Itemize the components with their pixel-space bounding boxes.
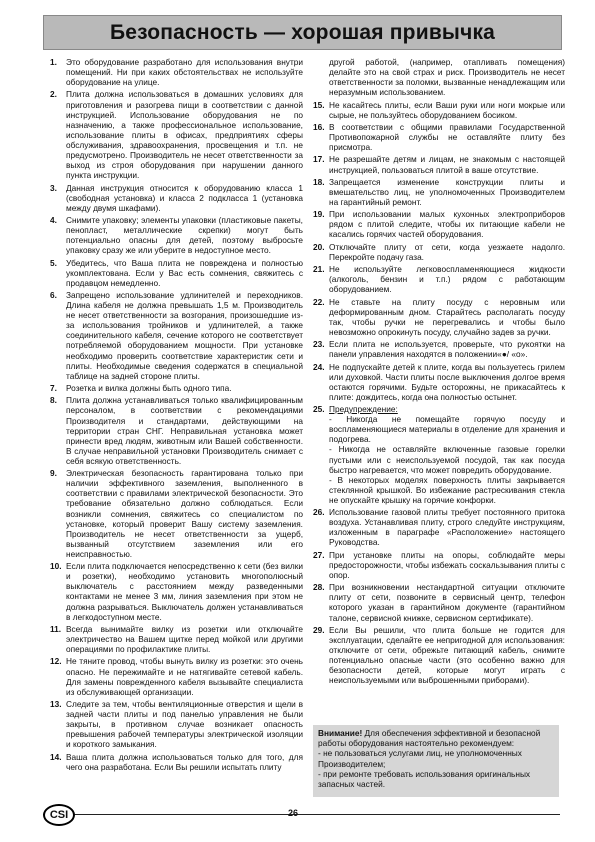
list-item xyxy=(313,122,565,152)
item-number: 28. xyxy=(313,582,325,593)
page-number: 26 xyxy=(288,808,299,818)
item-number: 3. xyxy=(50,182,57,193)
list-item xyxy=(313,57,565,97)
item-number: 24. xyxy=(313,361,325,372)
item-text: Запрещено использование удлинителей и переходников. Длина кабеля не должна превышать 1,5 м. Производитель не несет ответственности за возгорания, произошедшие из-за использования тройников и удлинителей, а также соединительного кабеля, сечение которого не соответствует потребляемой оборудованием мощности. При установке необходимо проверить соответствие характеристик сети и плиты. Необходимые сведения содержатся в специальной таблице на задней стороне плиты. xyxy=(66,290,303,381)
list-item xyxy=(313,209,565,239)
item-subpoint: - Никогда не помещайте горячую посуду и воспламеняющиеся материалы в отделение для хранения и подогрева. xyxy=(329,414,565,445)
left-column xyxy=(50,57,303,774)
item-number: 10. xyxy=(50,561,62,572)
item-number xyxy=(313,57,329,97)
item-text: Запрещается изменение конструкции плиты и вмешательство лиц, не уполномоченных Производителем на гарантийный ремонт. xyxy=(329,176,565,207)
list-item xyxy=(313,507,565,547)
list-item xyxy=(50,57,303,87)
item-text: Не тяните провод, чтобы вынуть вилку из розетки: это очень опасно. Не пережимайте и не натягивайте сетевой кабель. Для замены поврежденного кабеля вызывайте специалиста из обслуживающей организации. xyxy=(66,656,303,697)
item-number: 12. xyxy=(50,656,62,667)
item-text: Не подпускайте детей к плите, когда вы пользуетесь грилем или духовкой. Части плиты после выключения долгое время остаются горячими. Будьте осторожны, не прикасайтесь к плите: дождитесь, когда она полностью остынет. xyxy=(329,361,565,402)
item-subpoint: - В некоторых моделях поверхность плиты закрывается стеклянной крышкой. Во избежание растрескивания стекла не опускайте крышку на горячие конфорки. xyxy=(329,474,565,505)
item-number: 4. xyxy=(50,214,57,225)
warning-note-line-2: - при ремонте требовать использования оригинальных запасных частей. xyxy=(318,768,531,790)
list-item xyxy=(50,699,303,749)
list-item xyxy=(50,183,303,213)
list-item xyxy=(50,561,303,622)
list-item xyxy=(50,395,303,466)
list-item xyxy=(313,550,565,580)
list-item xyxy=(50,258,303,288)
item-text: Это оборудование разработано для использования внутри помещений. Ни при каких обстоятельствах не используйте оборудование на улице. xyxy=(66,57,303,88)
item-text: Ваша плита должна использоваться только для того, для чего она разработана. Если Вы решили испытать плиту xyxy=(66,751,303,772)
list-item xyxy=(313,362,565,402)
item-number: 17. xyxy=(313,154,325,165)
item-number: 6. xyxy=(50,290,57,300)
list-item xyxy=(50,290,303,381)
list-item xyxy=(50,215,303,255)
item-text: другой работой, (например, отапливать помещения) делайте это на свой страх и риск. Производитель не несет ответственности за поломки, вызванные ненадлежащим или неразумным использованием. xyxy=(329,57,565,98)
item-number: 27. xyxy=(313,549,325,560)
list-item xyxy=(313,582,565,622)
list-item xyxy=(50,752,303,772)
item-number: 5. xyxy=(50,257,57,268)
list-item xyxy=(50,468,303,559)
item-number: 29. xyxy=(313,624,325,635)
item-text: Плита должна устанавливаться только квалифицированным персоналом, в соответствии с рекомендациями Производителя и стандартами, действующими на территории стран СНГ. Неправильная установка может принести вред людям, животным или Вашей собственности. В случае неправильной установки Производитель снимает с себя всякую ответственность. xyxy=(66,395,303,466)
item-number: 15. xyxy=(313,99,325,110)
list-item xyxy=(50,624,303,654)
item-text: Следите за тем, чтобы вентиляционные отверстия и щели в задней части плиты и под панелью управления не были закрыты, в противном случае возникает опасность превышения рабочей температуры электрической изоляции и короткого замыкания. xyxy=(66,698,303,750)
warning-note xyxy=(313,725,559,797)
item-text: Не используйте легковоспламеняющиеся жидкости (алкоголь, бензин и т.п.) рядом с работающим оборудованием. xyxy=(329,264,565,295)
item-text: Снимите упаковку; элементы упаковки (пластиковые пакеты, пенопласт, металлические скрепки) могут быть потенциально опасны для детей, поэтому выбросьте упаковку сразу же или уберите в недоступное место. xyxy=(66,214,303,256)
item-text: При возникновении нестандартной ситуации отключите плиту от сети, позвоните в сервисный центр, телефон которого указан в гарантийном документе (гарантийном талоне, сервисной книжке, сервисном сертификате). xyxy=(329,582,565,623)
footer-rule xyxy=(43,814,560,815)
item-number: 8. xyxy=(50,395,57,406)
warning-note-intro xyxy=(318,728,554,748)
list-item xyxy=(313,625,565,686)
item-text: Розетка и вилка должны быть одного типа. xyxy=(66,383,232,394)
item-text: Если плита не используется, проверьте, что рукоятки на панели управления находятся в положении«●/ «о». xyxy=(329,339,565,360)
item-text: Не ставьте на плиту посуду с неровным или деформированным дном. Старайтесь располагать посуду так, чтобы ручки не перегревались и чтобы было невозможно опрокинуть посуду, случайно задев за ручки. xyxy=(329,296,565,337)
item-text: Данная инструкция относится к оборудованию класса 1 (свободная установка) и класса 2 подкласса 1 (установка между двумя шкафами). xyxy=(66,182,303,213)
item-number: 23. xyxy=(313,339,325,350)
item-text: При использовании малых кухонных электроприборов рядом с плитой следите, чтобы их питающие кабели не касались горячих частей оборудования. xyxy=(329,209,565,240)
item-text: Не касайтесь плиты, если Ваши руки или ноги мокрые или сырые, не пользуйтесь оборудованием босиком. xyxy=(329,99,565,120)
item-text: Не разрешайте детям и лицам, не знакомым с настоящей инструкцией, пользоваться плитой в ваше отсутствие. xyxy=(329,154,565,175)
warning-note-text: Для обеспечения эффективной и безопасной работы оборудования настоятельно рекомендуем: xyxy=(318,728,541,749)
list-item xyxy=(50,89,303,180)
item-number: 25. xyxy=(313,404,325,415)
page-title: Безопасность — хорошая привычка xyxy=(43,15,562,50)
list-item xyxy=(313,339,565,359)
warning-note-line-1: - не пользоваться услугами лиц, не уполномоченных Производителем; xyxy=(318,748,522,769)
item-number: 18. xyxy=(313,176,325,187)
warning-note-lead: Внимание! xyxy=(318,728,363,738)
item-text: Электрическая безопасность гарантирована только при наличии эффективного заземления, выполненного в соответствии с правилами электрической безопасности. Это требование обязательно должно соблюдаться. Если возникли сомнения, свяжитесь со специалистом по установке, который проверит Вашу систему заземления. Производитель не несет ответственности за ущерб, вызванный отсутствием заземления или его неисправностью. xyxy=(66,468,303,559)
item-heading: Предупреждение: xyxy=(329,404,398,415)
list-item xyxy=(313,154,565,174)
right-column xyxy=(313,57,565,688)
item-number: 7. xyxy=(50,383,57,394)
item-number: 26. xyxy=(313,507,325,518)
list-item xyxy=(50,383,303,393)
item-text: Если плита подключается непосредственно к сети (без вилки и розетки), необходимо установить многополюсный выключатель с расстоянием между разведенными контактами не менее 3 мм, линия заземления при этом не должна разрываться. Выключатель должен устанавливаться в легкодоступном месте. xyxy=(66,561,303,622)
list-item xyxy=(313,242,565,262)
list-item xyxy=(313,264,565,294)
item-text: Если Вы решили, что плита больше не годится для эксплуатации, сделайте ее непригодной для использования: отключите от сети, обрежьте питающий кабель, снимите потенциально опасные части (это особенно важно для безопасности детей, которые могут играть с неиспользуемыми или выброшенными приборами). xyxy=(329,624,565,686)
item-number: 20. xyxy=(313,241,325,252)
list-item xyxy=(50,656,303,696)
list-item xyxy=(313,297,565,337)
item-text: Всегда вынимайте вилку из розетки или отключайте электричество на Вашем щитке перед мойкой или другими операциями по профилактике плиты. xyxy=(66,623,303,655)
item-number: 13. xyxy=(50,698,62,709)
item-number: 9. xyxy=(50,468,57,479)
item-number: 1. xyxy=(50,57,57,67)
item-number: 21. xyxy=(313,264,325,275)
item-number: 11. xyxy=(50,623,62,634)
list-item xyxy=(313,177,565,207)
list-item xyxy=(313,100,565,120)
item-text xyxy=(329,404,565,505)
csi-logo: CSI xyxy=(43,804,75,826)
item-number: 14. xyxy=(50,751,62,762)
item-number: 16. xyxy=(313,121,325,132)
item-number: 19. xyxy=(313,209,325,220)
item-text: Плита должна использоваться в домашних условиях для приготовления и разогрева пищи в соответствии с данной инструкцией. Использование оборудования не по назначению, а также профессиональное использование, использование плиты в офисах, предприятиях сферы обслуживания, здравоохранения, просвещения и т.п. не предусмотрено. Производитель не несет ответственности за выход из строя оборудования при нарушении данного пункта инструкции. xyxy=(66,89,303,181)
item-text: При установке плиты на опоры, соблюдайте меры предосторожности, чтобы избежать соскальзывания плиты с опор. xyxy=(329,549,565,580)
item-text: Отключайте плиту от сети, когда уезжаете надолго. Перекройте подачу газа. xyxy=(329,241,565,262)
item-text: В соответствии с общими правилами Государственной Противопожарной службы не оставляйте плиту без присмотра. xyxy=(329,121,565,153)
item-subpoint: - Никогда не оставляйте включенные газовые горелки пустыми или с неиспользуемой посудой, так как посуда быстро нагревается, что может повредить оборудование. xyxy=(329,444,565,475)
item-text: Использование газовой плиты требует постоянного притока воздуха. Устанавливая плиту, строго следуйте инструкциям, изложенным в параграфе «Расположение» настоящего Руководства. xyxy=(329,507,565,548)
item-number: 2. xyxy=(50,89,57,100)
item-number: 22. xyxy=(313,296,325,307)
item-text: Убедитесь, что Ваша плита не повреждена и полностью укомплектована. Если у Вас есть сомнения, свяжитесь с продавцом немедленно. xyxy=(66,257,303,288)
list-item xyxy=(313,404,565,505)
